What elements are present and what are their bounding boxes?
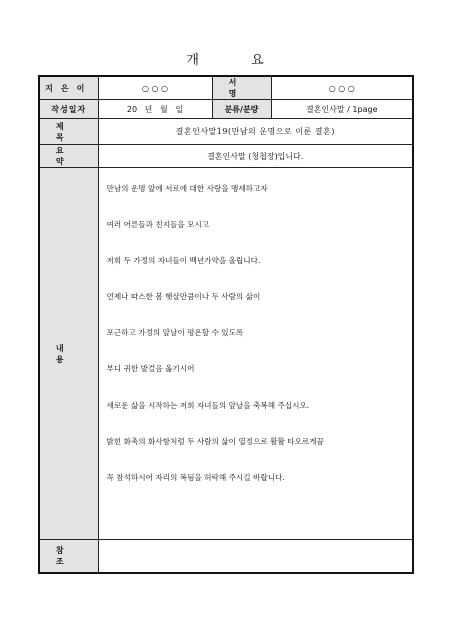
content-line: 새로운 삶을 시작하는 저희 자녀들의 앞날을 축복해 주십시오.	[106, 400, 310, 410]
summary-label: 요 약	[39, 145, 98, 168]
reference-value	[98, 540, 413, 573]
content-line: 여러 어른들과 친지들을 모시고	[106, 220, 210, 230]
summary-value: 결혼인사말 (청첩장)입니다.	[98, 145, 413, 168]
content-line: 부디 귀한 발걸음 옮기시어	[106, 364, 195, 374]
content-line: 꼭 참석하시어 자리의 복됨을 허락해 주시길 바랍니다.	[106, 472, 285, 482]
book-title-value: ○ ○ ○	[271, 76, 413, 100]
content-line: 밝힌 화촉의 화사함처럼 두 사람의 삶이 열정으로 활활 타오르게끔	[106, 436, 324, 446]
document-overview-table	[38, 75, 414, 574]
category-value: 결혼인사말 / 1page	[271, 100, 413, 119]
reference-label: 참 조	[39, 540, 98, 573]
subject-value: 결혼인사말19(만남의 운명으로 이룬 결혼)	[98, 119, 413, 145]
content-line: 만남의 운명 앞에 서로에 대한 사랑을 맹세하고자	[106, 184, 268, 193]
content-line: 포근하고 가정의 앞날이 평온할 수 있도록	[106, 328, 244, 338]
category-label: 분류/분량	[212, 100, 271, 119]
author-value: ○ ○ ○	[98, 76, 212, 100]
date-label: 작성일자	[39, 100, 98, 119]
content-body	[98, 168, 413, 540]
page-title: 개 요	[186, 53, 288, 68]
subject-label: 제 목	[39, 119, 98, 145]
content-line: 언제나 따스한 봄 햇살만큼이나 두 사람의 삶이	[106, 292, 261, 302]
content-lines	[99, 168, 413, 507]
book-title-label: 서 명	[212, 76, 271, 100]
date-value: 20 년 월 일	[98, 100, 212, 119]
author-label: 지은이	[39, 76, 98, 100]
content-line: 저희 두 가정의 자녀들이 백년가약을 올립니다.	[106, 256, 261, 266]
content-label: 내 용	[39, 168, 98, 540]
